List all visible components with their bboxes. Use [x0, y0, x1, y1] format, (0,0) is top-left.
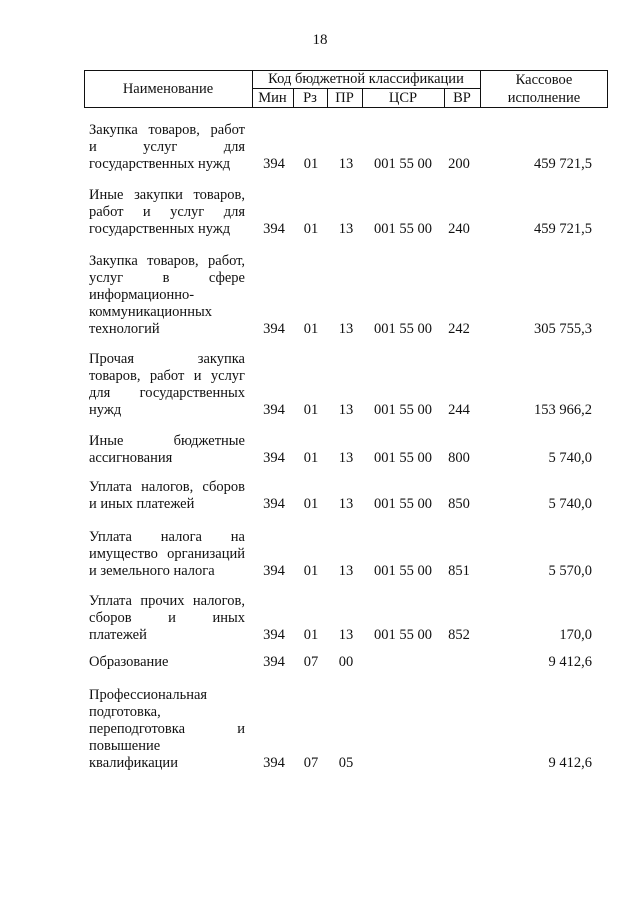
- row-name-line: подготовка,: [89, 704, 161, 720]
- header-code-group: Код бюджетной классификации: [268, 71, 464, 87]
- row-name-line: переподготовка и: [89, 721, 245, 737]
- table-row: [0, 187, 640, 238]
- row-min: 394: [263, 450, 285, 466]
- row-sum: 459 721,5: [534, 221, 592, 237]
- row-name-line: повышение: [89, 738, 161, 754]
- row-name-line: коммуникационных: [89, 304, 212, 320]
- row-rz: 01: [303, 402, 319, 418]
- row-name: [89, 351, 245, 419]
- row-rz: 07: [303, 654, 319, 670]
- row-pr: 13: [338, 402, 354, 418]
- header-vr: ВР: [453, 90, 471, 106]
- table-row: [0, 529, 640, 580]
- row-sum: 459 721,5: [534, 156, 592, 172]
- header-min: Мин: [258, 90, 287, 106]
- row-pr: 13: [338, 321, 354, 337]
- row-name-line: нужд: [89, 402, 122, 418]
- row-min: 394: [263, 156, 285, 172]
- row-vr: 850: [448, 496, 470, 512]
- row-name: [89, 529, 245, 580]
- row-csr: 001 55 00: [374, 627, 432, 643]
- row-name: [89, 187, 245, 238]
- row-min: 394: [263, 755, 285, 771]
- row-rz: 01: [303, 221, 319, 237]
- row-sum: 305 755,3: [534, 321, 592, 337]
- row-csr: 001 55 00: [374, 450, 432, 466]
- page-number: 18: [312, 32, 328, 48]
- row-name-line: и иных платежей: [89, 496, 195, 512]
- row-name-line: государственных нужд: [89, 221, 231, 237]
- row-name: [89, 253, 245, 338]
- row-sum: 9 412,6: [548, 755, 592, 771]
- row-name-line: работ и услуг для: [89, 204, 245, 220]
- row-vr: 800: [448, 450, 470, 466]
- row-name-line: Уплата налога на: [89, 529, 245, 545]
- row-name-line: Закупка товаров, работ: [89, 122, 245, 138]
- row-min: 394: [263, 221, 285, 237]
- table-row: [0, 351, 640, 419]
- row-name: [89, 687, 245, 772]
- row-min: 394: [263, 563, 285, 579]
- row-rz: 07: [303, 755, 319, 771]
- row-csr: 001 55 00: [374, 221, 432, 237]
- row-sum: 9 412,6: [548, 654, 592, 670]
- row-min: 394: [263, 321, 285, 337]
- row-pr: 13: [338, 563, 354, 579]
- row-name-line: квалификации: [89, 755, 178, 771]
- row-csr: 001 55 00: [374, 156, 432, 172]
- row-pr: 00: [338, 654, 354, 670]
- row-vr: 240: [448, 221, 470, 237]
- row-name-line: Прочая закупка: [89, 351, 245, 367]
- row-name-line: Профессиональная: [89, 687, 208, 703]
- row-name-line: Иные бюджетные: [89, 433, 245, 449]
- row-sum: 5 570,0: [548, 563, 592, 579]
- row-name-line: для государственных: [89, 385, 245, 401]
- table-row: [0, 253, 640, 338]
- row-name-line: государственных нужд: [89, 156, 231, 172]
- row-csr: 001 55 00: [374, 496, 432, 512]
- row-sum: 153 966,2: [534, 402, 592, 418]
- row-name: [89, 122, 245, 173]
- table-row: [0, 122, 640, 173]
- header-csr: ЦСР: [388, 90, 418, 106]
- row-min: 394: [263, 654, 285, 670]
- header-exec-line1: Кассовое: [515, 72, 573, 88]
- row-name-line: сборов и иных: [89, 610, 245, 626]
- row-name: [89, 479, 245, 513]
- row-name-line: Иные закупки товаров,: [89, 187, 245, 203]
- row-vr: 244: [448, 402, 470, 418]
- row-pr: 13: [338, 221, 354, 237]
- row-pr: 13: [338, 450, 354, 466]
- row-name-line: платежей: [89, 627, 147, 643]
- row-min: 394: [263, 627, 285, 643]
- row-min: 394: [263, 402, 285, 418]
- row-name-line: и услуг для: [89, 139, 245, 155]
- header-exec-line2: исполнение: [507, 90, 581, 106]
- table-row: [0, 654, 640, 671]
- row-name: [89, 593, 245, 644]
- row-pr: 13: [338, 627, 354, 643]
- row-sum: 5 740,0: [548, 496, 592, 512]
- row-name-line: Уплата прочих налогов,: [89, 593, 245, 609]
- table-row: [0, 479, 640, 513]
- table-row: [0, 687, 640, 772]
- row-pr: 13: [338, 496, 354, 512]
- row-vr: 851: [448, 563, 470, 579]
- row-rz: 01: [303, 156, 319, 172]
- row-pr: 13: [338, 156, 354, 172]
- row-rz: 01: [303, 563, 319, 579]
- row-name-line: Уплата налогов, сборов: [89, 479, 245, 495]
- row-name-line: и земельного налога: [89, 563, 215, 579]
- row-name-line: имущество организаций: [89, 546, 245, 562]
- header-rz: Рз: [303, 90, 317, 106]
- row-pr: 05: [338, 755, 354, 771]
- row-rz: 01: [303, 496, 319, 512]
- table-row: [0, 593, 640, 644]
- row-vr: 200: [448, 156, 470, 172]
- row-name-line: ассигнования: [89, 450, 173, 466]
- row-csr: 001 55 00: [374, 563, 432, 579]
- row-name: [89, 433, 245, 467]
- row-name-line: информационно-: [89, 287, 195, 303]
- header-name: Наименование: [122, 81, 214, 97]
- row-name-line: Закупка товаров, работ,: [89, 253, 245, 269]
- row-name-line: технологий: [89, 321, 160, 337]
- row-rz: 01: [303, 321, 319, 337]
- row-name-line: Образование: [89, 654, 169, 670]
- row-csr: 001 55 00: [374, 321, 432, 337]
- row-name-line: услуг в сфере: [89, 270, 245, 286]
- row-vr: 852: [448, 627, 470, 643]
- row-csr: 001 55 00: [374, 402, 432, 418]
- row-rz: 01: [303, 627, 319, 643]
- row-sum: 170,0: [559, 627, 592, 643]
- row-sum: 5 740,0: [548, 450, 592, 466]
- row-name: [89, 654, 245, 671]
- row-vr: 242: [448, 321, 470, 337]
- row-rz: 01: [303, 450, 319, 466]
- row-name-line: товаров, работ и услуг: [89, 368, 245, 384]
- table-row: [0, 433, 640, 467]
- row-min: 394: [263, 496, 285, 512]
- header-pr: ПР: [335, 90, 354, 106]
